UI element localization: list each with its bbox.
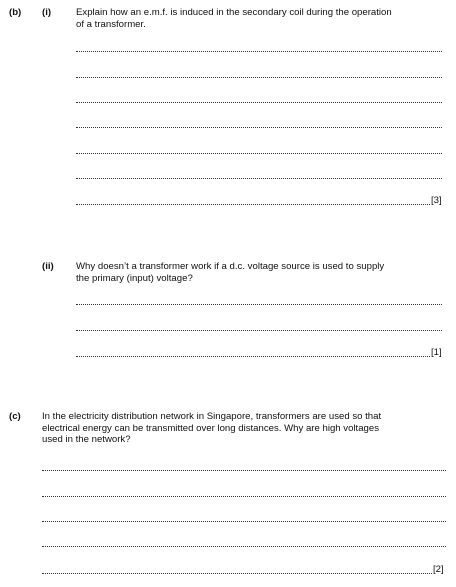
question-b-i-line-1: Explain how an e.m.f. is induced in the secondary coil during the operation <box>76 7 392 18</box>
answer-line-b-i-4[interactable] <box>76 127 442 128</box>
answer-line-b-i-6[interactable] <box>76 178 442 179</box>
question-b-ii-line-2: the primary (input) voltage? <box>76 272 193 284</box>
answer-line-c-5[interactable] <box>42 573 432 574</box>
answer-line-b-ii-3[interactable] <box>76 356 430 357</box>
answer-line-b-ii-1[interactable] <box>76 304 442 305</box>
question-b-ii-text <box>76 261 384 284</box>
answer-line-b-i-5[interactable] <box>76 153 442 154</box>
answer-line-b-ii-2[interactable] <box>76 330 442 331</box>
marks-b-ii: [1] <box>431 347 442 358</box>
answer-line-c-1[interactable] <box>42 470 446 471</box>
answer-line-c-3[interactable] <box>42 521 446 522</box>
question-c-line-1: In the electricity distribution network in Singapore, transformers are used so that <box>42 411 382 422</box>
answer-line-b-i-3[interactable] <box>76 102 442 103</box>
part-b-label: (b) <box>9 7 22 18</box>
part-b-i-label: (i) <box>42 7 52 18</box>
marks-b-i: [3] <box>431 195 442 206</box>
question-c-line-3: used in the network? <box>42 434 131 445</box>
question-b-ii-line-1: Why doesn’t a transformer work if a d.c. voltage source is used to supply <box>76 261 385 272</box>
answer-line-b-i-7[interactable] <box>76 204 430 205</box>
marks-c: [2] <box>433 564 444 575</box>
answer-line-c-2[interactable] <box>42 496 446 497</box>
question-c-line-2: electrical energy can be transmitted over long distances. Why are high voltages <box>42 422 380 434</box>
question-b-i-text <box>76 7 392 30</box>
part-c-label: (c) <box>9 411 21 422</box>
answer-line-b-i-1[interactable] <box>76 51 442 52</box>
answer-line-c-4[interactable] <box>42 546 446 547</box>
question-c-text <box>42 411 381 446</box>
answer-line-b-i-2[interactable] <box>76 77 442 78</box>
part-b-ii-label: (ii) <box>42 261 54 272</box>
question-b-i-line-2: of a transformer. <box>76 18 146 30</box>
